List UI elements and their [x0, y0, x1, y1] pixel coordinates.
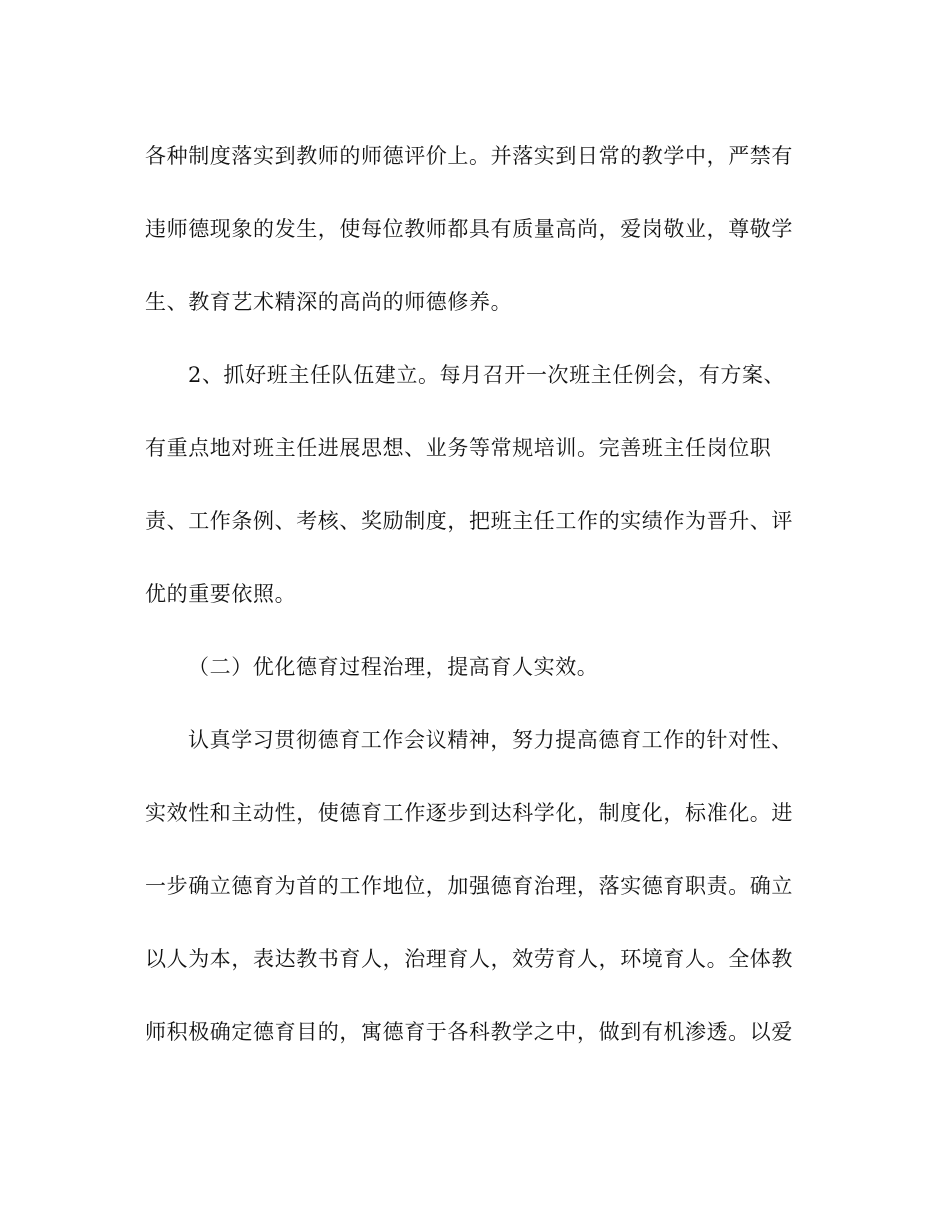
paragraph-line: 有重点地对班主任进展思想、业务等常规培训。完善班主任岗位职	[145, 436, 772, 460]
paragraph-line: 各种制度落实到教师的师德评价上。并落实到日常的教学中，严禁有	[145, 144, 793, 168]
paragraph-line: 生、教育艺术精深的高尚的师德修养。	[145, 290, 513, 314]
paragraph-line: 以人为本，表达教书育人，治理育人，效劳育人，环境育人。全体教	[145, 947, 793, 971]
paragraph-line: 责、工作条例、考核、奖励制度，把班主任工作的实绩作为晋升、评	[145, 509, 793, 533]
paragraph-line: 违师德现象的发生，使每位教师都具有质量高尚，爱岗敬业，尊敬学	[145, 217, 793, 241]
paragraph-line: 师积极确定德育目的，寓德育于各科教学之中，做到有机渗透。以爱	[145, 1020, 793, 1044]
paragraph-line: 认真学习贯彻德育工作会议精神，努力提高德育工作的针对性、	[188, 728, 793, 752]
paragraph-line: 一步确立德育为首的工作地位，加强德育治理，落实德育职责。确立	[145, 874, 793, 898]
paragraph-line: 2、抓好班主任队伍建立。每月召开一次班主任例会，有方案、	[188, 363, 786, 387]
paragraph-line: 实效性和主动性，使德育工作逐步到达科学化，制度化，标准化。进	[145, 801, 793, 825]
section-heading: （二）优化德育过程治理，提高育人实效。	[188, 655, 599, 679]
paragraph-line: 优的重要依照。	[145, 582, 297, 606]
